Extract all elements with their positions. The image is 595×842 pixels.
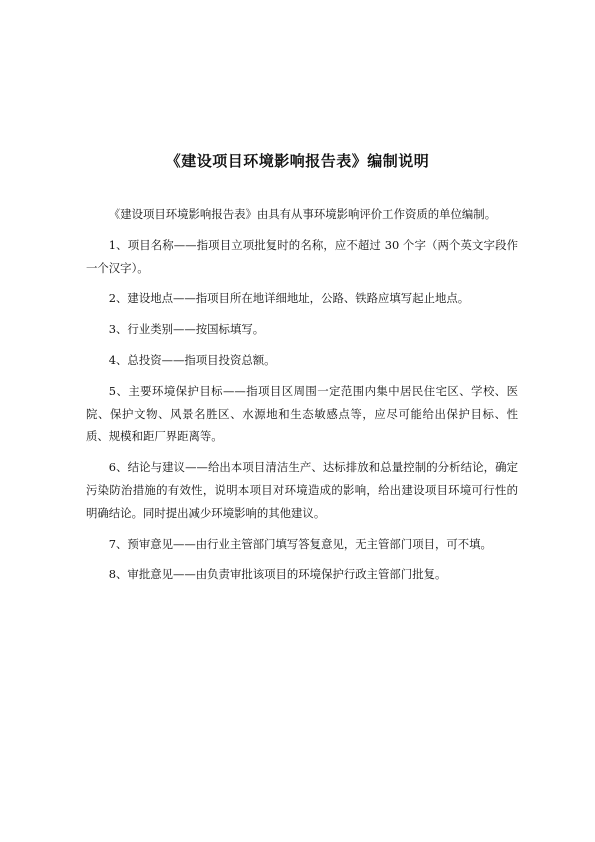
- paragraph-industry-category: 3、行业类别——按国标填写。: [108, 322, 265, 337]
- paragraph-total-investment: 4、总投资——指项目投资总额。: [108, 352, 276, 367]
- paragraph-conclusions: 6、结论与建议——给出本项目清洁生产、达标排放和总量控制的分析结论，确定污染防治措施的有效性，说明本项目对环境造成的影响，给出建设项目环境可行性的明确结论。同时提出减少环境影响的其他建议。: [86, 460, 518, 520]
- paragraph-intro: 《建设项目环境影响报告表》由具有从事环境影响评价工作资质的单位编制。: [108, 207, 497, 221]
- paragraph-pre-review: 7、预审意见——由行业主管部门填写答复意见，无主管部门项目，可不填。: [108, 536, 492, 551]
- instructions-body: [86, 203, 518, 594]
- paragraph-approval: 8、审批意见——由负责审批该项目的环境保护行政主管部门批复。: [108, 567, 447, 582]
- paragraph-protection-targets: 5、主要环境保护目标——指项目区周围一定范围内集中居民住宅区、学校、医院、保护文物、风景名胜区、水源地和生态敏感点等，应尽可能给出保护目标、性质、规模和距厂界距离等。: [86, 383, 518, 444]
- paragraph-location: 2、建设地点——指项目所在地详细地址，公路、铁路应填写起止地点。: [108, 291, 470, 306]
- page-title: 《建设项目环境影响报告表》编制说明: [165, 152, 430, 170]
- paragraph-project-name: 1、项目名称——指项目立项批复时的名称，应不超过 30 个字（两个英文字段作一个汉字）。: [86, 237, 518, 275]
